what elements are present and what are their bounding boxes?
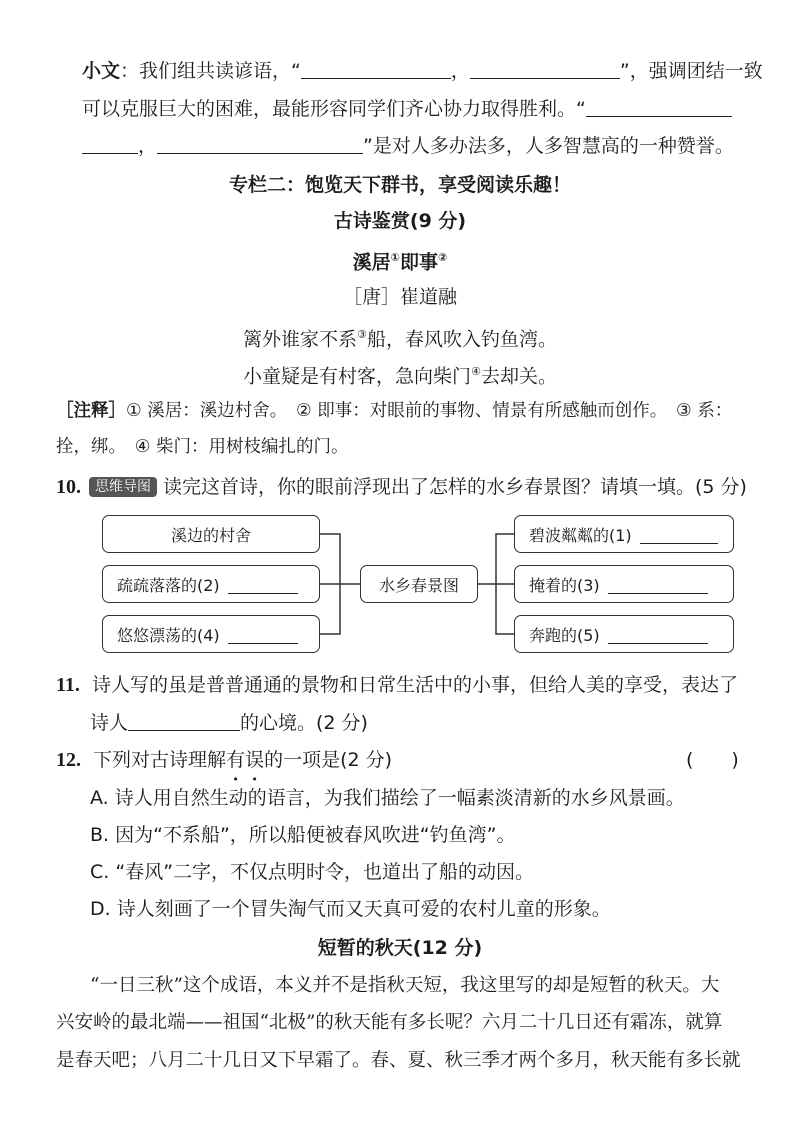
answer-blank[interactable]: [128, 710, 240, 731]
intro-line-3: ， ”是对人多办法多，人多智慧高的一种赞誉。: [82, 131, 734, 161]
question-10: 10. 思维导图 读完这首诗，你的眼前浮现出了怎样的水乡春景图？请填一填。(5 分): [56, 476, 747, 498]
option-c[interactable]: C. “春风”二字，不仅点明时令，也道出了船的动因。: [90, 861, 535, 883]
poem-author: ［唐］崔道融: [342, 286, 457, 308]
answer-paren[interactable]: ( ): [686, 749, 739, 771]
poem-line-1: 篱外谁家不系③船，春风吹入钓鱼湾。: [243, 328, 557, 351]
poem-notes-line-1: ［注释］① 溪居：溪边村舍。 ② 即事：对眼前的事物、情景有所感触而创作。 ③ 系：: [56, 401, 733, 421]
answer-blank[interactable]: [640, 525, 718, 544]
question-11-line-1: 11. 诗人写的虽是普普通通的景物和日常生活中的小事，但给人美的享受，表达了: [56, 674, 738, 696]
mind-map-tag: 思维导图: [89, 477, 157, 497]
question-number: 11.: [56, 674, 80, 696]
answer-blank[interactable]: [228, 575, 298, 594]
answer-blank[interactable]: [608, 625, 708, 644]
speaker-name: 小文: [82, 60, 121, 82]
intro-line-2: 可以克服巨大的困难，最能形容同学们齐心协力取得胜利。“: [82, 94, 732, 124]
essay-line-1: “一日三秋”这个成语，本义并不是指秋天短，我这里写的却是短暂的秋天。大: [90, 975, 720, 996]
question-number: 10.: [56, 476, 81, 498]
map-node-left-3: 悠悠漂荡的(4): [102, 615, 320, 653]
emphasis-dot-char: 有: [226, 749, 246, 771]
answer-blank[interactable]: [608, 575, 708, 594]
option-a[interactable]: A. 诗人用自然生动的语言，为我们描绘了一幅素淡清新的水乡风景画。: [90, 787, 685, 809]
intro-line-1: 小文：我们组共读谚语，“ ， ”，强调团结一致: [82, 60, 763, 82]
map-node-left-2: 疏疏落落的(2): [102, 565, 320, 603]
essay-line-3: 是春天吧；八月二十几日又下早霜了。春、夏、秋三季才两个多月，秋天能有多长就: [56, 1050, 741, 1071]
poem-line-2: 小童疑是有村客，急向柴门④去却关。: [243, 365, 557, 388]
map-node-right-1: 碧波粼粼的(1): [514, 515, 734, 553]
notes-label: ［注释］: [56, 401, 126, 421]
essay-line-2: 兴安岭的最北端——祖国“北极”的秋天能有多长呢？六月二十几日还有霜冻，就算: [56, 1012, 723, 1033]
section-heading-poem: 古诗鉴赏(9 分): [333, 210, 467, 232]
poem-notes-line-2: 拴，绑。 ④ 柴门：用树枝编扎的门。: [56, 437, 349, 457]
map-node-center: 水乡春景图: [360, 565, 478, 603]
question-number: 12.: [56, 749, 81, 771]
poem-title: 溪居①即事②: [352, 251, 448, 274]
essay-heading: 短暂的秋天(12 分): [317, 937, 483, 959]
column-title: 专栏二：饱览天下群书，享受阅读乐趣！: [228, 174, 571, 196]
map-node-right-3: 奔跑的(5): [514, 615, 734, 653]
option-b[interactable]: B. 因为“不系船”，所以船便被春风吹进“钓鱼湾”。: [90, 824, 516, 846]
map-node-left-1: 溪边的村舍: [102, 515, 320, 553]
emphasis-dot-char: 误: [245, 749, 265, 771]
option-d[interactable]: D. 诗人刻画了一个冒失淘气而又天真可爱的农村儿童的形象。: [90, 898, 611, 920]
question-11-line-2: 诗人 的心境。(2 分): [90, 712, 368, 734]
answer-blank[interactable]: [228, 625, 298, 644]
map-node-right-2: 掩着的(3): [514, 565, 734, 603]
question-12-stem: 12. 下列对古诗理解有误的一项是(2 分): [56, 749, 393, 771]
